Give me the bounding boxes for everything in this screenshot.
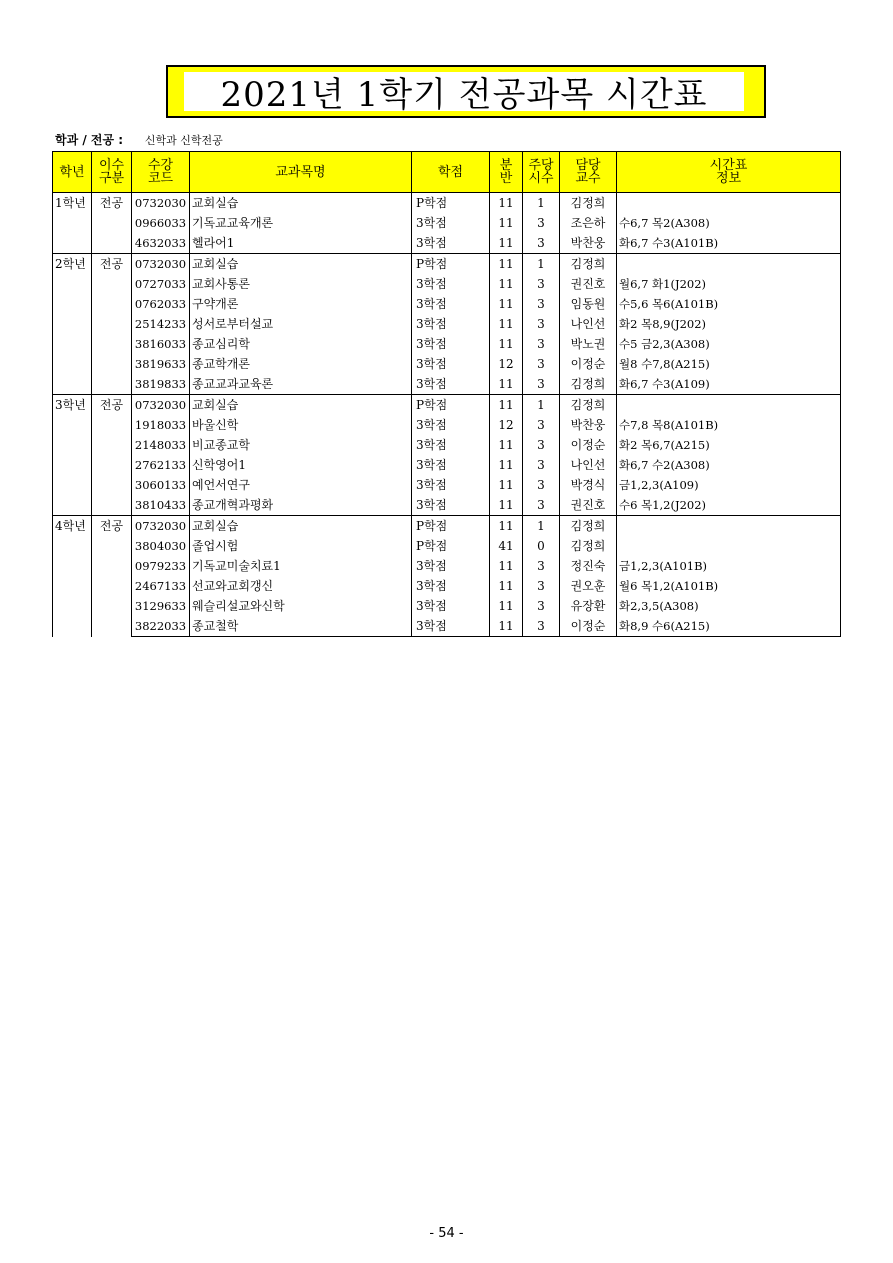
course-name: 종교학개론 (190, 354, 412, 374)
course-code: 3060133 (132, 475, 190, 495)
course-section: 11 (490, 314, 523, 334)
header-prof-text: 담당교수 (575, 158, 601, 186)
table-row (53, 193, 841, 214)
course-professor: 김정희 (560, 374, 617, 395)
course-hours: 3 (523, 495, 560, 516)
course-code: 2148033 (132, 435, 190, 455)
course-professor: 박찬웅 (560, 233, 617, 254)
course-schedule: 화6,7 수3(A109) (617, 374, 841, 395)
header-code-text: 수강코드 (147, 158, 174, 186)
header-grade: 학년 (53, 152, 92, 193)
table-row (53, 374, 841, 395)
course-professor: 김정희 (560, 516, 617, 537)
course-section: 11 (490, 213, 523, 233)
course-schedule: 수5,6 목6(A101B) (617, 294, 841, 314)
course-credit: 3학점 (412, 213, 490, 233)
course-section: 11 (490, 576, 523, 596)
course-credit: 3학점 (412, 415, 490, 435)
table-row (53, 395, 841, 416)
course-credit: 3학점 (412, 334, 490, 354)
course-professor: 나인선 (560, 314, 617, 334)
course-section: 11 (490, 455, 523, 475)
course-section: 11 (490, 193, 523, 214)
course-code: 2762133 (132, 455, 190, 475)
course-credit: 3학점 (412, 374, 490, 395)
course-section: 12 (490, 354, 523, 374)
header-code (132, 152, 190, 193)
course-schedule: 수7,8 목8(A101B) (617, 415, 841, 435)
header-type (92, 152, 132, 193)
course-name: 기독교교육개론 (190, 213, 412, 233)
course-schedule: 화6,7 수3(A101B) (617, 233, 841, 254)
course-schedule: 화2,3,5(A308) (617, 596, 841, 616)
timetable (52, 151, 841, 637)
course-name: 선교와교회갱신 (190, 576, 412, 596)
table-row (53, 274, 841, 294)
course-name: 신학영어1 (190, 455, 412, 475)
header-schedule (617, 152, 841, 193)
course-name: 교회실습 (190, 193, 412, 214)
course-name: 바울신학 (190, 415, 412, 435)
table-row (53, 294, 841, 314)
course-credit: P학점 (412, 536, 490, 556)
course-code: 2467133 (132, 576, 190, 596)
course-section: 11 (490, 254, 523, 275)
course-name: 구약개론 (190, 294, 412, 314)
page-title: 2021년 1학기 전공과목 시간표 (220, 75, 708, 115)
course-section: 11 (490, 435, 523, 455)
table-row (53, 314, 841, 334)
course-hours: 3 (523, 596, 560, 616)
table-row (53, 616, 841, 637)
course-schedule: 월6,7 화1(J202) (617, 274, 841, 294)
course-name: 비교종교학 (190, 435, 412, 455)
table-row (53, 213, 841, 233)
course-code: 3819833 (132, 374, 190, 395)
course-code: 3804030 (132, 536, 190, 556)
course-schedule: 월6 목1,2(A101B) (617, 576, 841, 596)
course-professor: 김정희 (560, 193, 617, 214)
course-name: 헬라어1 (190, 233, 412, 254)
course-name: 웨슬리설교와신학 (190, 596, 412, 616)
header-section (490, 152, 523, 193)
type-cell: 전공 (92, 193, 132, 254)
course-credit: 3학점 (412, 475, 490, 495)
course-credit: 3학점 (412, 455, 490, 475)
course-code: 0966033 (132, 213, 190, 233)
course-credit: 3학점 (412, 495, 490, 516)
course-name: 종교심리학 (190, 334, 412, 354)
course-credit: 3학점 (412, 576, 490, 596)
grade-cell: 4학년 (53, 516, 92, 637)
table-row (53, 536, 841, 556)
course-credit: 3학점 (412, 314, 490, 334)
course-professor: 조은하 (560, 213, 617, 233)
header-row (53, 152, 841, 193)
course-credit: P학점 (412, 193, 490, 214)
course-schedule (617, 395, 841, 416)
course-hours: 0 (523, 536, 560, 556)
table-row (53, 516, 841, 537)
course-hours: 3 (523, 354, 560, 374)
course-schedule: 수5 금2,3(A308) (617, 334, 841, 354)
course-professor: 이정순 (560, 354, 617, 374)
header-prof (560, 152, 617, 193)
course-name: 교회사통론 (190, 274, 412, 294)
course-professor: 유장환 (560, 596, 617, 616)
grade-cell: 3학년 (53, 395, 92, 516)
page-number: - 54 - (429, 1226, 464, 1241)
course-hours: 3 (523, 415, 560, 435)
course-hours: 1 (523, 516, 560, 537)
table-row (53, 233, 841, 254)
course-professor: 나인선 (560, 455, 617, 475)
course-hours: 3 (523, 213, 560, 233)
course-name: 종교개혁과평화 (190, 495, 412, 516)
course-section: 11 (490, 294, 523, 314)
table-row (53, 475, 841, 495)
course-hours: 3 (523, 233, 560, 254)
course-hours: 1 (523, 395, 560, 416)
course-professor: 박노권 (560, 334, 617, 354)
course-code: 0762033 (132, 294, 190, 314)
course-code: 3129633 (132, 596, 190, 616)
course-section: 11 (490, 233, 523, 254)
course-schedule: 금1,2,3(A109) (617, 475, 841, 495)
department-line (55, 131, 223, 148)
course-code: 3819633 (132, 354, 190, 374)
course-professor: 권오훈 (560, 576, 617, 596)
course-credit: 3학점 (412, 435, 490, 455)
header-hours-text: 주당시수 (528, 158, 554, 186)
course-name: 졸업시험 (190, 536, 412, 556)
course-section: 11 (490, 556, 523, 576)
course-professor: 정진숙 (560, 556, 617, 576)
course-hours: 3 (523, 294, 560, 314)
table-row (53, 415, 841, 435)
course-name: 교회실습 (190, 516, 412, 537)
course-code: 2514233 (132, 314, 190, 334)
header-hours (523, 152, 560, 193)
course-credit: 3학점 (412, 616, 490, 637)
title-box (166, 65, 766, 118)
course-schedule (617, 254, 841, 275)
course-code: 1918033 (132, 415, 190, 435)
department-label: 학과 / 전공 : (55, 133, 124, 147)
course-hours: 3 (523, 576, 560, 596)
course-professor: 김정희 (560, 254, 617, 275)
course-schedule (617, 193, 841, 214)
table-row (53, 495, 841, 516)
course-name: 종교철학 (190, 616, 412, 637)
course-hours: 3 (523, 435, 560, 455)
table-row (53, 556, 841, 576)
department-value: 신학과 신학전공 (144, 134, 223, 147)
course-schedule (617, 536, 841, 556)
course-professor: 박찬웅 (560, 415, 617, 435)
course-schedule: 화2 목6,7(A215) (617, 435, 841, 455)
table-row (53, 435, 841, 455)
course-section: 11 (490, 475, 523, 495)
course-schedule: 화8,9 수6(A215) (617, 616, 841, 637)
course-hours: 1 (523, 193, 560, 214)
course-credit: P학점 (412, 254, 490, 275)
course-professor: 김정희 (560, 395, 617, 416)
course-hours: 3 (523, 455, 560, 475)
course-professor: 권진호 (560, 495, 617, 516)
course-credit: 3학점 (412, 294, 490, 314)
course-credit: 3학점 (412, 233, 490, 254)
course-hours: 3 (523, 556, 560, 576)
course-code: 3816033 (132, 334, 190, 354)
course-section: 11 (490, 395, 523, 416)
course-professor: 박경식 (560, 475, 617, 495)
table-row (53, 596, 841, 616)
course-name: 기독교미술치료1 (190, 556, 412, 576)
course-code: 0732030 (132, 395, 190, 416)
course-section: 12 (490, 415, 523, 435)
course-credit: P학점 (412, 516, 490, 537)
table-row (53, 354, 841, 374)
course-hours: 3 (523, 274, 560, 294)
course-credit: P학점 (412, 395, 490, 416)
course-hours: 3 (523, 616, 560, 637)
course-name: 예언서연구 (190, 475, 412, 495)
course-hours: 1 (523, 254, 560, 275)
table-row (53, 455, 841, 475)
course-credit: 3학점 (412, 354, 490, 374)
course-hours: 3 (523, 334, 560, 354)
header-section-text: 분반 (499, 158, 513, 186)
course-schedule: 화2 목8,9(J202) (617, 314, 841, 334)
header-credit: 학점 (412, 152, 490, 193)
timetable-body (53, 193, 841, 637)
course-code: 0732030 (132, 516, 190, 537)
course-section: 11 (490, 374, 523, 395)
course-schedule: 수6,7 목2(A308) (617, 213, 841, 233)
course-code: 0727033 (132, 274, 190, 294)
course-section: 11 (490, 495, 523, 516)
header-name: 교과목명 (190, 152, 412, 193)
course-professor: 김정희 (560, 536, 617, 556)
course-schedule: 화6,7 수2(A308) (617, 455, 841, 475)
course-code: 3822033 (132, 616, 190, 637)
course-name: 교회실습 (190, 395, 412, 416)
course-credit: 3학점 (412, 596, 490, 616)
course-schedule: 수6 목1,2(J202) (617, 495, 841, 516)
course-section: 11 (490, 596, 523, 616)
header-type-text: 이수구분 (98, 158, 125, 186)
course-name: 성서로부터설교 (190, 314, 412, 334)
course-professor: 이정순 (560, 616, 617, 637)
course-credit: 3학점 (412, 274, 490, 294)
course-hours: 3 (523, 314, 560, 334)
course-code: 4632033 (132, 233, 190, 254)
course-schedule (617, 516, 841, 537)
table-row (53, 334, 841, 354)
header-schedule-text: 시간표정보 (709, 158, 748, 186)
course-section: 11 (490, 516, 523, 537)
course-professor: 임동원 (560, 294, 617, 314)
type-cell: 전공 (92, 516, 132, 637)
course-professor: 권진호 (560, 274, 617, 294)
course-professor: 이정순 (560, 435, 617, 455)
grade-cell: 2학년 (53, 254, 92, 395)
title-inner (184, 72, 744, 115)
course-section: 41 (490, 536, 523, 556)
course-section: 11 (490, 334, 523, 354)
course-schedule: 금1,2,3(A101B) (617, 556, 841, 576)
course-section: 11 (490, 274, 523, 294)
table-row (53, 254, 841, 275)
course-hours: 3 (523, 475, 560, 495)
course-name: 종교교과교육론 (190, 374, 412, 395)
type-cell: 전공 (92, 395, 132, 516)
course-code: 0979233 (132, 556, 190, 576)
course-credit: 3학점 (412, 556, 490, 576)
course-name: 교회실습 (190, 254, 412, 275)
course-schedule: 월8 수7,8(A215) (617, 354, 841, 374)
course-code: 3810433 (132, 495, 190, 516)
grade-cell: 1학년 (53, 193, 92, 254)
course-code: 0732030 (132, 254, 190, 275)
course-section: 11 (490, 616, 523, 637)
table-row (53, 576, 841, 596)
course-hours: 3 (523, 374, 560, 395)
type-cell: 전공 (92, 254, 132, 395)
course-code: 0732030 (132, 193, 190, 214)
